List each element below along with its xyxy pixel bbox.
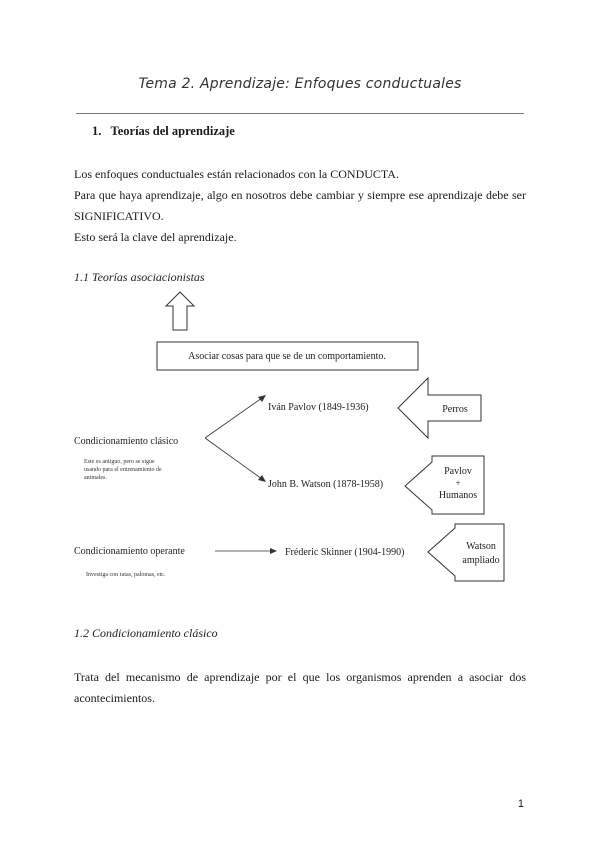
subsection-heading-1-1: 1.1 Teorías asociacionistas — [74, 270, 205, 284]
operant-label: Condicionamiento operante — [74, 546, 185, 557]
body-line-1: Trata del mecanismo de aprendizaje por el que los organismos aprenden a asociar dos — [74, 670, 526, 684]
classical-note-1: Este es antiguo, pero se sigue — [84, 459, 155, 465]
intro-line-3: SIGNIFICATIVO. — [74, 209, 164, 223]
pavlov-humanos-line-3: Humanos — [438, 490, 478, 501]
section-number: 1. — [92, 124, 102, 138]
pavlov-humanos-line-2: + — [455, 478, 461, 488]
page-title: Tema 2. Aprendizaje: Enfoques conductuales — [138, 76, 462, 92]
branch-arrowhead-watson — [258, 475, 266, 482]
branch-arrowhead-pavlov — [258, 395, 266, 402]
left-arrow-callout-pavlov-humanos — [405, 456, 484, 514]
watson-ampliado-line-1: Watson — [466, 541, 496, 552]
classical-label: Condicionamiento clásico — [74, 436, 179, 447]
classical-note-3: animales. — [84, 475, 107, 481]
operant-arrowhead — [270, 548, 277, 554]
subsection-heading-1-2: 1.2 Condicionamiento clásico — [74, 626, 218, 640]
branch-line-watson — [205, 438, 262, 479]
left-arrow-callout-watson-ampliado — [428, 524, 504, 581]
pavlov-label: Iván Pavlov (1849-1936) — [268, 402, 369, 413]
pavlov-humanos-line-1: Pavlov — [444, 466, 472, 477]
watson-label: John B. Watson (1878-1958) — [268, 479, 384, 490]
skinner-label: Fréderic Skinner (1904-1990) — [285, 547, 405, 558]
top-box-text: Asociar cosas para que se de un comportamiento. — [188, 351, 386, 362]
intro-line-2: Para que haya aprendizaje, algo en nosotros debe cambiar y siempre ese aprendizaje debe ser — [74, 188, 526, 202]
operant-note: Investiga con ratas, palomas, etc. — [86, 572, 166, 578]
intro-line-1: Los enfoques conductuales están relacionados con la CONDUCTA. — [74, 167, 399, 181]
up-arrow-icon — [166, 292, 194, 330]
intro-line-4: Esto será la clave del aprendizaje. — [74, 230, 237, 244]
body-line-2: acontecimientos. — [74, 691, 155, 705]
classical-note-2: usando para el entrenamiento de — [84, 467, 162, 473]
left-arrow-callout-perros — [398, 378, 481, 438]
watson-ampliado-line-2: ampliado — [462, 555, 500, 566]
branch-line-pavlov — [205, 398, 262, 438]
page-number: 1 — [517, 798, 524, 810]
section-title: Teorías del aprendizaje — [110, 124, 235, 138]
perros-text: Perros — [442, 404, 468, 415]
